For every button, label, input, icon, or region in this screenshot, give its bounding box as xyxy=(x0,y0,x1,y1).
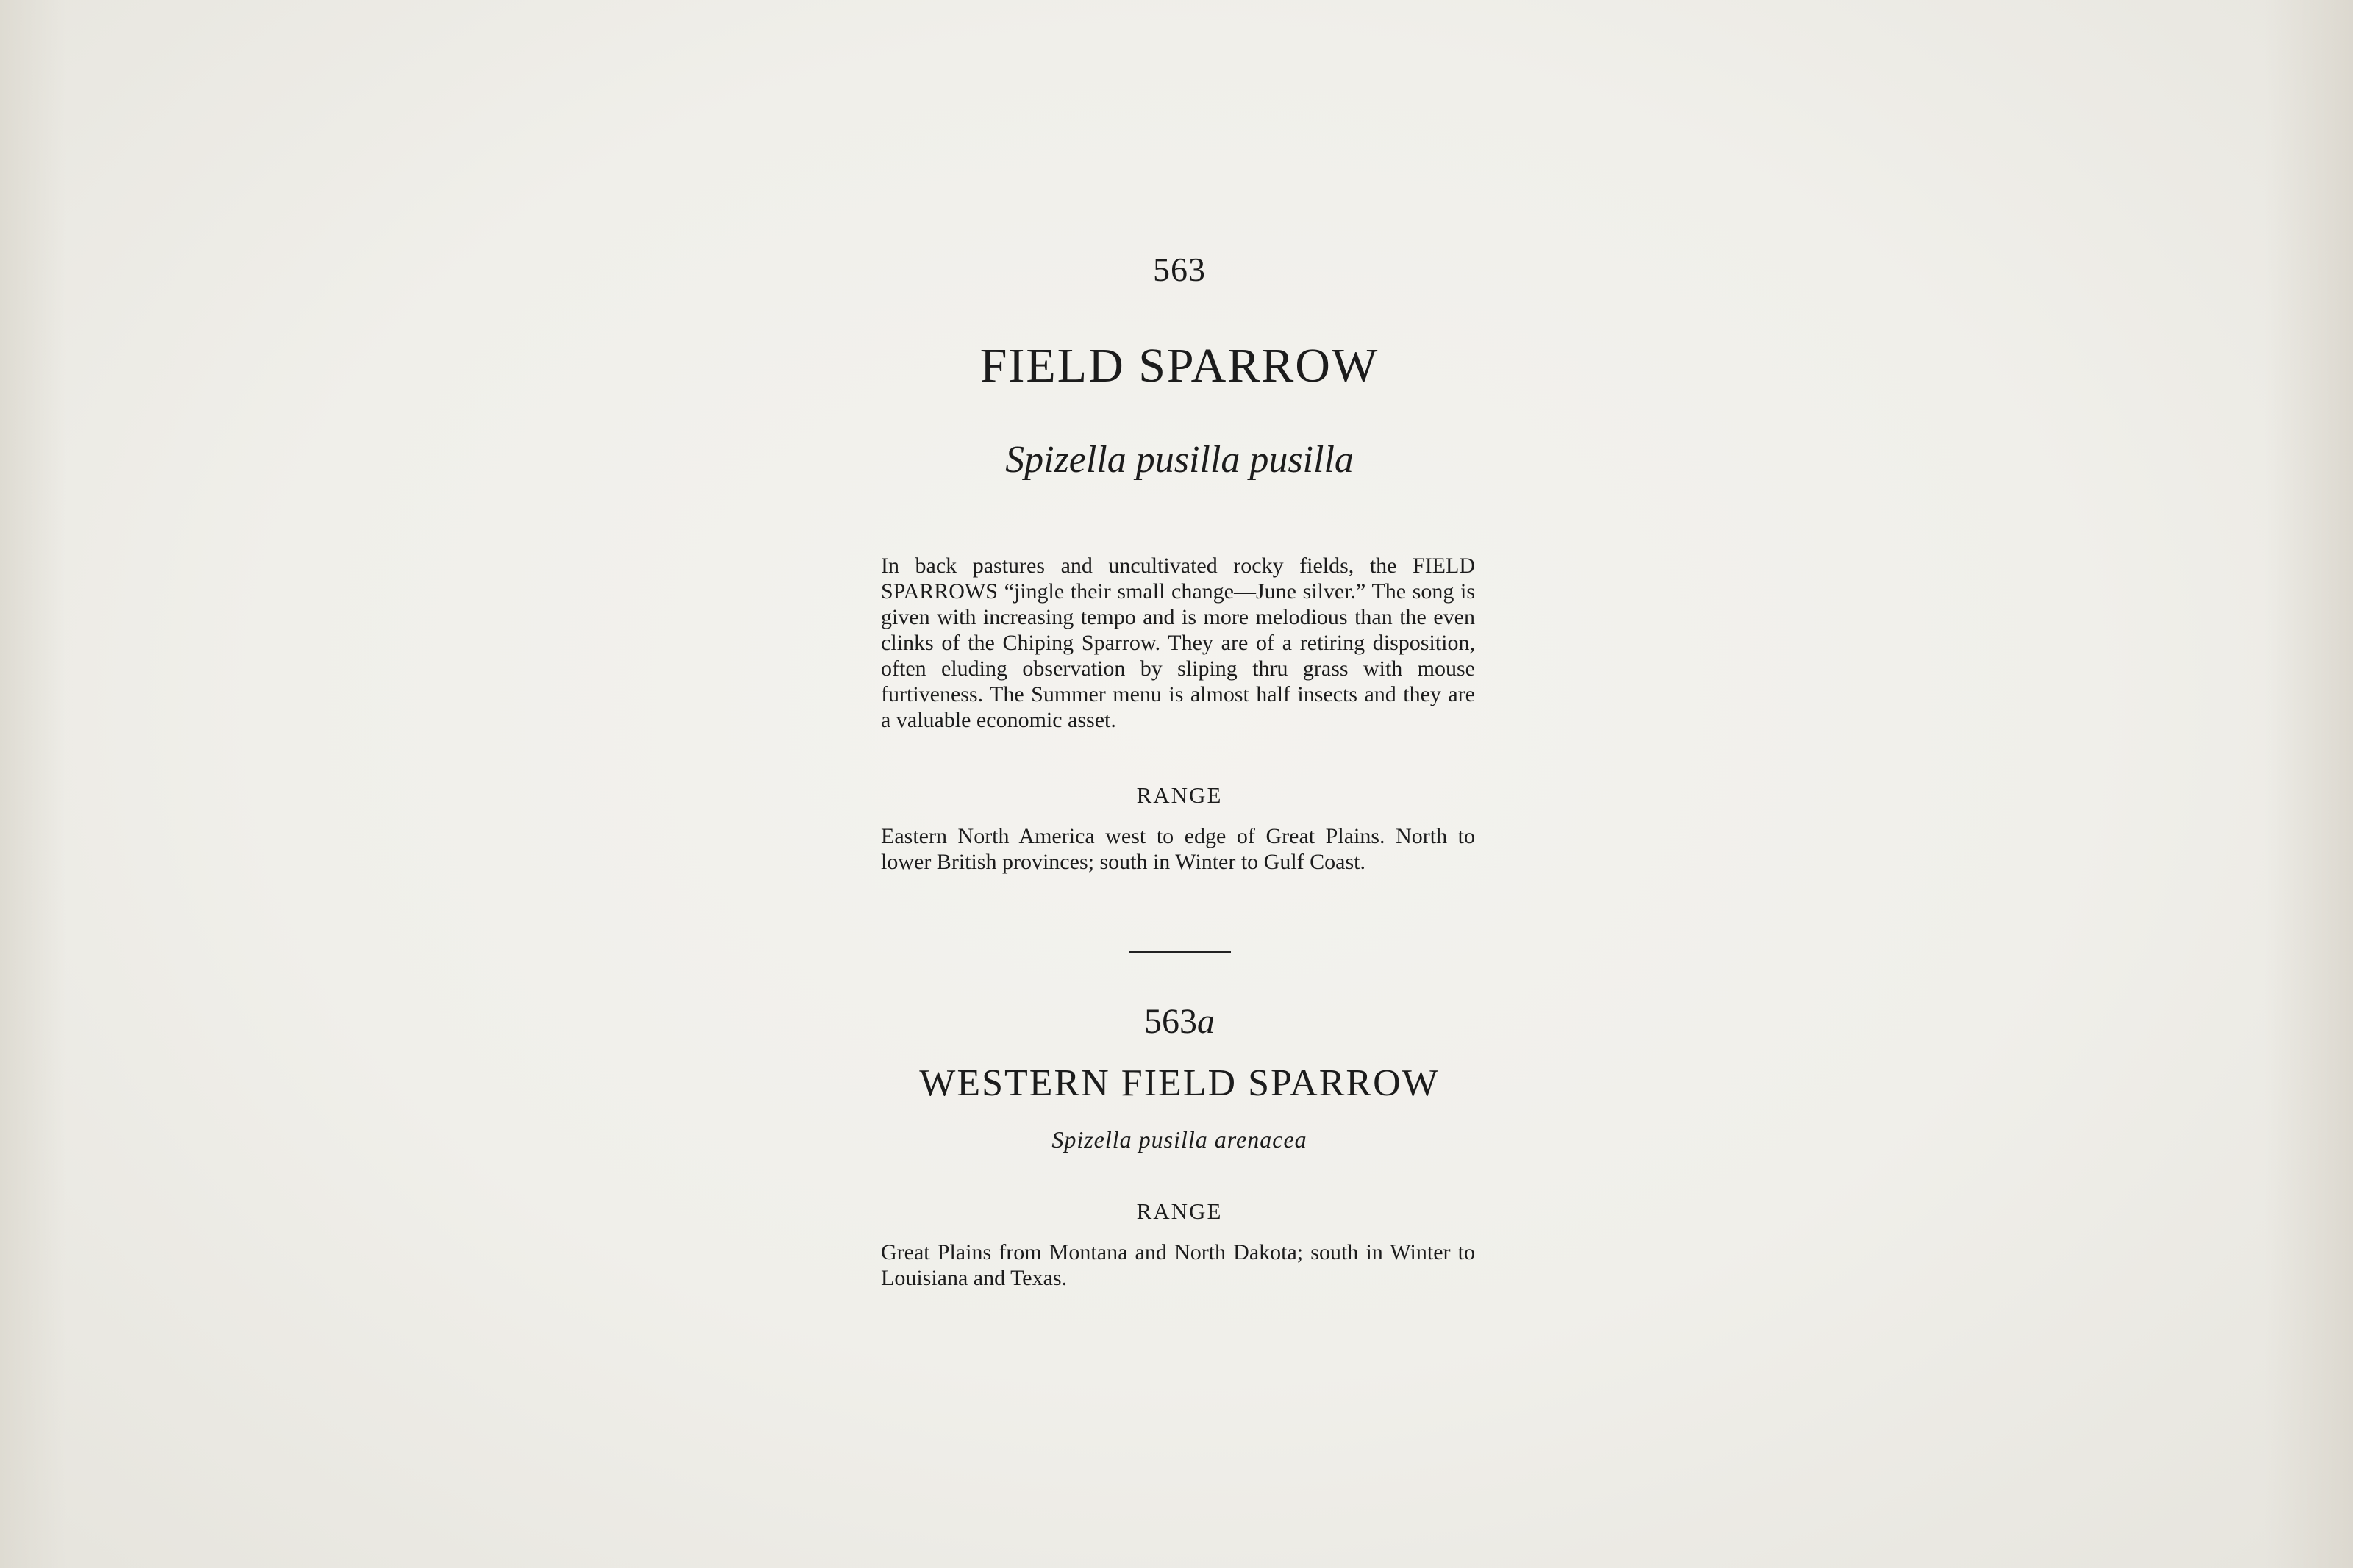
subentry-number-digits: 563 xyxy=(1144,1002,1197,1041)
page-edge-shadow-left xyxy=(0,0,66,1568)
subentry-number xyxy=(881,1001,1478,1042)
scientific-name: Spizella pusilla pusilla xyxy=(1005,439,1354,481)
subentry-number-suffix: a xyxy=(1197,1002,1215,1041)
range-text: Eastern North America west to edge of Great Plains. North to lower British provinces; south in Winter to Gulf Coast. xyxy=(881,824,1475,874)
range-heading: RANGE xyxy=(1136,782,1223,808)
section-divider xyxy=(1129,951,1231,953)
subentry-range-text: Great Plains from Montana and North Dakota; south in Winter to Louisiana and Texas. xyxy=(881,1240,1475,1290)
page-edge-shadow-right xyxy=(2265,0,2353,1568)
description-paragraph: In back pastures and uncultivated rocky fields, the FIELD SPARROWS “jingle their small change—June silver.” The song is given with increasing tempo and is more melodious than the even clinks of the Chiping Sparrow. They are of a retiring disposition, often eluding observation by sliping thru grass with mouse furtiveness. The Summer menu is almost half insects and they are a valuable economic asset. xyxy=(881,554,1475,732)
subentry-scientific-name: Spizella pusilla arenacea xyxy=(1051,1126,1307,1153)
subentry-title: WESTERN FIELD SPARROW xyxy=(919,1062,1440,1104)
entry-title: FIELD SPARROW xyxy=(979,339,1379,393)
subentry-range-heading: RANGE xyxy=(1136,1198,1223,1224)
entry-number: 563 xyxy=(1153,251,1206,288)
